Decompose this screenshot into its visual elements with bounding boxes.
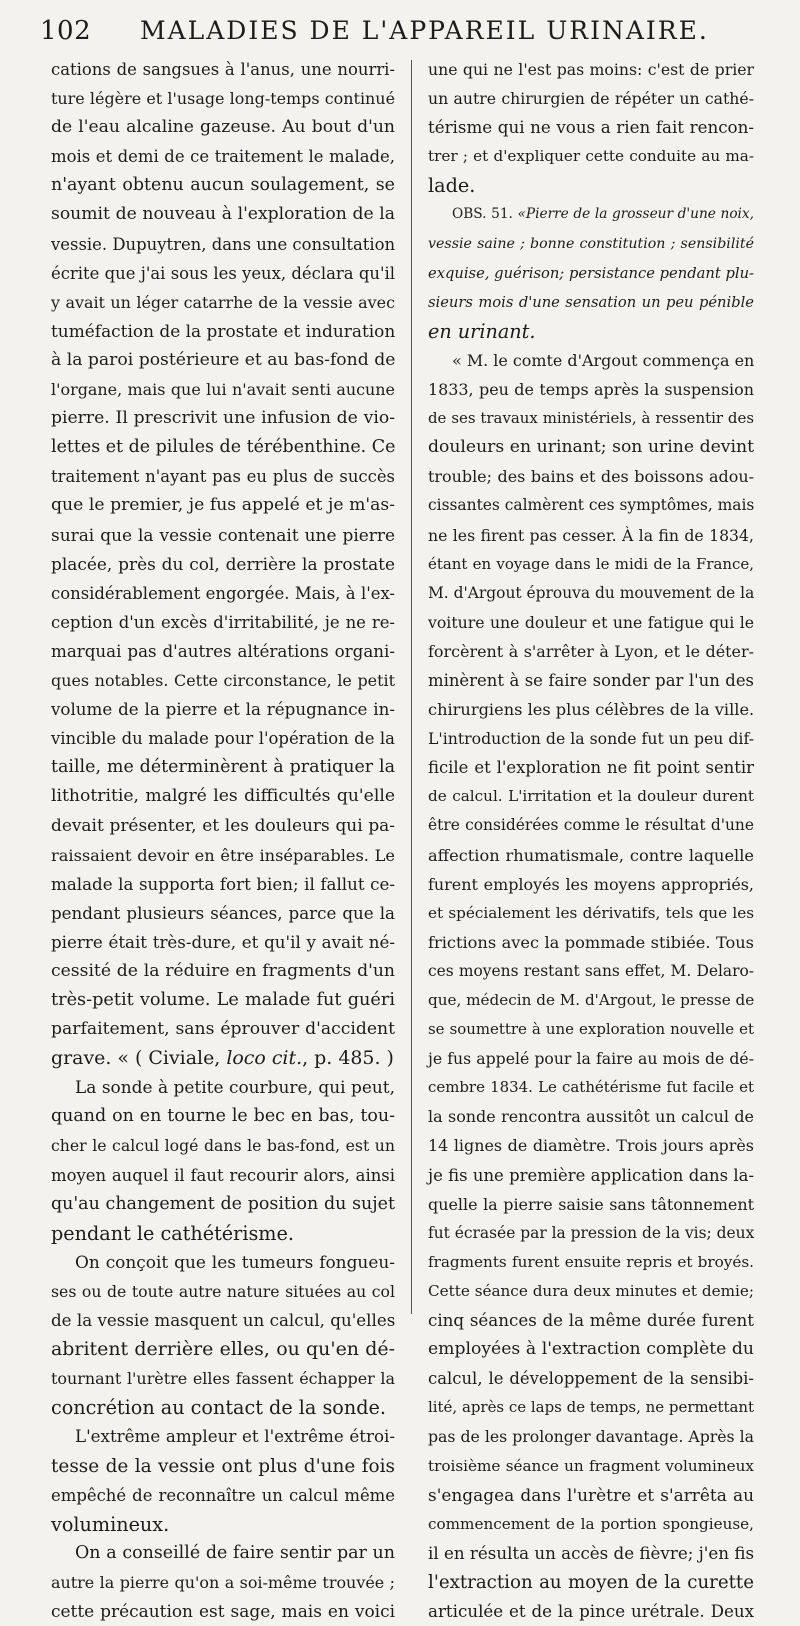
text-line: fragments furent ensuite repris et broyés. xyxy=(428,1252,754,1271)
right-column xyxy=(428,55,755,1621)
text-line: s'engagea dans l'urètre et s'arrêta au xyxy=(428,1484,754,1505)
text-line: « M. le comte d'Argout commença en xyxy=(452,350,755,370)
text-line: se soumettre à une exploration nouvelle et xyxy=(428,1020,754,1039)
text-line: trer ; et d'expliquer cette conduite au ma- xyxy=(428,147,754,166)
text-line: devait présenter, et les douleurs qui pa- xyxy=(51,815,395,836)
text-line: marquai pas d'autres altérations organi- xyxy=(51,640,395,661)
text-line: minèrent à se faire sonder par l'un des xyxy=(428,670,754,690)
left-column xyxy=(51,55,396,1621)
text-line: quand on en tourne le bec en bas, tou- xyxy=(51,1106,395,1127)
text-line: lade. xyxy=(428,174,476,198)
text-line: L'extrême ampleur et l'extrême étroi- xyxy=(75,1426,395,1447)
text-line: 14 lignes de diamètre. Trois jours après xyxy=(428,1136,754,1156)
text-line: concrétion au contact de la sonde. xyxy=(51,1396,386,1420)
page-number: 102 xyxy=(40,16,92,46)
text-line: furent employés les moyens appropriés, xyxy=(428,874,754,894)
text-line: cinq séances de la même durée furent xyxy=(428,1310,754,1331)
text-line: tournant l'urètre elles fassent échapper la xyxy=(51,1369,395,1389)
obs-title: «Pierre de la grosseur d'une noix, xyxy=(517,206,755,223)
text-line: et spécialement les dérivatifs, tels que les xyxy=(428,903,754,922)
text-line: pierre. Il prescrivit une infusion de vio- xyxy=(51,408,395,429)
text-line: l'organe, mais que lui n'avait senti aucune xyxy=(51,380,395,400)
text-line: vincible du malade pour l'opération de la xyxy=(51,729,395,749)
text-line-italic: sieurs mois d'une sensation un peu pénible xyxy=(428,293,754,311)
text-line: étant en voyage dans le midi de la France, xyxy=(428,554,754,573)
text-line: On conçoit que les tumeurs fongueu- xyxy=(75,1251,395,1272)
text-line: ces moyens restant sans effet, M. Delaro- xyxy=(428,961,754,980)
text-line: raissaient devoir en être inséparables. Le xyxy=(51,845,395,865)
text-run: grave. « ( Civiale, xyxy=(51,1047,221,1070)
text-line: taille, me déterminèrent à pratiquer la xyxy=(51,757,395,778)
text-line-italic: en urinant. xyxy=(428,319,536,343)
text-line-italic: vessie saine ; bonne constitution ; sensibilité xyxy=(428,235,754,252)
text-line: de l'eau alcaline gazeuse. Au bout d'un xyxy=(51,117,395,138)
text-line: frictions avec la pommade stibiée. Tous xyxy=(428,932,754,952)
text-line: soumit de nouveau à l'exploration de la xyxy=(51,204,395,225)
text-line: cations de sangsues à l'anus, une nourri- xyxy=(51,60,395,79)
text-line: de calcul. L'irritation et la douleur durent xyxy=(428,787,754,806)
text-line: de ses travaux ministériels, à ressentir des xyxy=(428,409,754,428)
text-line: de la vessie masquent un calcul, qu'elles xyxy=(51,1310,396,1331)
text-line: affection rhumatismale, contre laquelle xyxy=(428,845,754,865)
text-line: lithotritie, malgré les difficultés qu'elle xyxy=(51,786,395,807)
text-line: très-petit volume. Le malade fut guéri xyxy=(51,990,395,1010)
text-line: quelle la pierre saisie sans tâtonnement xyxy=(428,1194,754,1214)
text-line: pas de les prolonger davantage. Après la xyxy=(428,1427,754,1447)
text-line: L'introduction de la sonde fut un peu dif- xyxy=(428,729,754,749)
running-title: MALADIES DE L'APPAREIL URINAIRE. xyxy=(140,16,709,45)
text-line: douleurs en urinant; son urine devint xyxy=(428,437,754,458)
text-line: volumineux. xyxy=(51,1512,170,1536)
text-line: l'extraction au moyen de la curette xyxy=(428,1571,754,1593)
text-line: que, médecin de M. d'Argout, le presse de xyxy=(428,991,755,1009)
text-line: je fis une première application dans la- xyxy=(428,1165,754,1185)
text-line: n'ayant obtenu aucun soulagement, se xyxy=(51,175,395,196)
text-line: considérablement engorgée. Mais, à l'ex- xyxy=(51,583,395,603)
text-line: forcèrent à s'arrêter à Lyon, et le déter- xyxy=(428,641,754,661)
text-line: moyen auquel il faut recourir alors, ainsi xyxy=(51,1165,395,1185)
text-line: surai que la vessie contenait une pierre xyxy=(51,524,395,545)
text-line: que le premier, je fus appelé et je m'as- xyxy=(51,495,395,516)
text-run-italic: loco cit. xyxy=(226,1047,303,1070)
obs-label: OBS. 51. xyxy=(452,206,513,223)
text-line: lettes et de pilules de térébenthine. Ce xyxy=(51,437,396,458)
text-line: fut écrasée par la pression de la vis; deux xyxy=(428,1223,755,1242)
text-line: vessie. Dupuytren, dans une consultation xyxy=(51,234,396,254)
text-line: je fus appelé pour la faire au mois de dé- xyxy=(428,1049,754,1069)
page-header xyxy=(40,6,740,50)
text-line: il en résulta un accès de fièvre; j'en fis xyxy=(428,1542,755,1563)
text-line: qu'au changement de position du sujet xyxy=(51,1193,395,1214)
text-line: à la paroi postérieure et au bas-fond de xyxy=(51,349,396,370)
text-line: empêché de reconnaître un calcul même xyxy=(51,1485,395,1505)
text-line: un autre chirurgien de répéter un cathé- xyxy=(428,89,754,109)
text-line: On a conseillé de faire sentir par un xyxy=(75,1542,395,1563)
text-line: y avait un léger catarrhe de la vessie avec xyxy=(51,292,395,312)
text-line xyxy=(51,1044,395,1073)
text-line: employées à l'extraction complète du xyxy=(428,1339,754,1360)
text-line: écrite que j'ai sous les yeux, déclara qu'il xyxy=(51,263,395,283)
obs-heading-line xyxy=(428,200,754,229)
text-line: tuméfaction de la prostate et induration xyxy=(51,320,396,341)
text-line: pendant plusieurs séances, parce que la xyxy=(51,902,395,923)
text-line: ses ou de toute autre nature situées au col xyxy=(51,1281,395,1301)
text-line-italic: exquise, guérison; persistance pendant plu- xyxy=(428,264,754,282)
text-line: Cette séance dura deux minutes et demie; xyxy=(428,1281,754,1300)
text-line: La sonde à petite courbure, qui peut, xyxy=(75,1077,395,1098)
text-line: abritent derrière elles, ou qu'en dé- xyxy=(51,1338,395,1361)
text-line: articulée et de la pince urétrale. Deux xyxy=(428,1600,754,1621)
text-line: troisième séance un fragment volumineux xyxy=(428,1456,754,1475)
text-line: ture légère et l'usage long-temps continué xyxy=(51,89,395,109)
text-line: commencement de la portion spongieuse, xyxy=(428,1514,754,1533)
text-line: calcul, le développement de la sensibi- xyxy=(428,1369,754,1389)
text-line: traitement n'ayant pas eu plus de succès xyxy=(51,467,395,487)
text-line: tesse de la vessie ont plus d'une fois xyxy=(51,1455,395,1477)
text-line: volume de la pierre et la répugnance in- xyxy=(51,699,395,720)
text-line: pierre était très-dure, et qu'il y avait né- xyxy=(51,931,395,952)
text-line: voiture une douleur et une fatigue qui le xyxy=(428,612,754,632)
text-line: une qui ne l'est pas moins: c'est de prier xyxy=(428,60,754,79)
text-line: ne les firent pas cesser. À la fin de 1834, xyxy=(428,525,754,545)
text-line: placée, près du col, derrière la prostate xyxy=(51,553,395,574)
text-line: mois et demi de ce traitement le malade, xyxy=(51,147,395,167)
text-line: pendant le cathétérisme. xyxy=(51,1221,294,1245)
text-line: ques notables. Cette circonstance, le petit xyxy=(51,670,395,690)
text-line: lité, après ce laps de temps, ne permettant xyxy=(428,1398,754,1417)
text-line: cembre 1834. Le cathétérisme fut facile et xyxy=(428,1078,754,1097)
text-line: cessité de la réduire en fragments d'un xyxy=(51,960,395,981)
text-line: ception d'un excès d'irritabilité, je ne re- xyxy=(51,612,395,632)
text-run: , p. 485. ) xyxy=(302,1047,394,1070)
text-line: ficile et l'exploration ne fit point sentir xyxy=(428,758,754,778)
text-line: parfaitement, sans éprouver d'accident xyxy=(51,1019,395,1040)
text-line: cissantes calmèrent ces symptômes, mais xyxy=(428,496,755,515)
column-divider xyxy=(411,60,412,1314)
text-line: 1833, peu de temps après la suspension xyxy=(428,380,754,400)
text-line: autre la pierre qu'on a soi-même trouvée ; xyxy=(51,1572,395,1592)
text-line: chirurgiens les plus célèbres de la ville. xyxy=(428,700,755,720)
text-line: cher le calcul logé dans le bas-fond, est un xyxy=(51,1136,395,1156)
text-line: malade la supporta fort bien; il fallut ce- xyxy=(51,873,395,894)
text-line: être considérées comme le résultat d'une xyxy=(428,816,754,835)
text-line: cette précaution est sage, mais en voici xyxy=(51,1600,395,1621)
text-line: trouble; des bains et des boissons adou- xyxy=(428,467,754,487)
text-line: M. d'Argout éprouva du mouvement de la xyxy=(428,583,755,602)
text-line: térisme qui ne vous a rien fait rencon- xyxy=(428,117,754,138)
text-line: la sonde rencontra aussitôt un calcul de xyxy=(428,1107,754,1127)
